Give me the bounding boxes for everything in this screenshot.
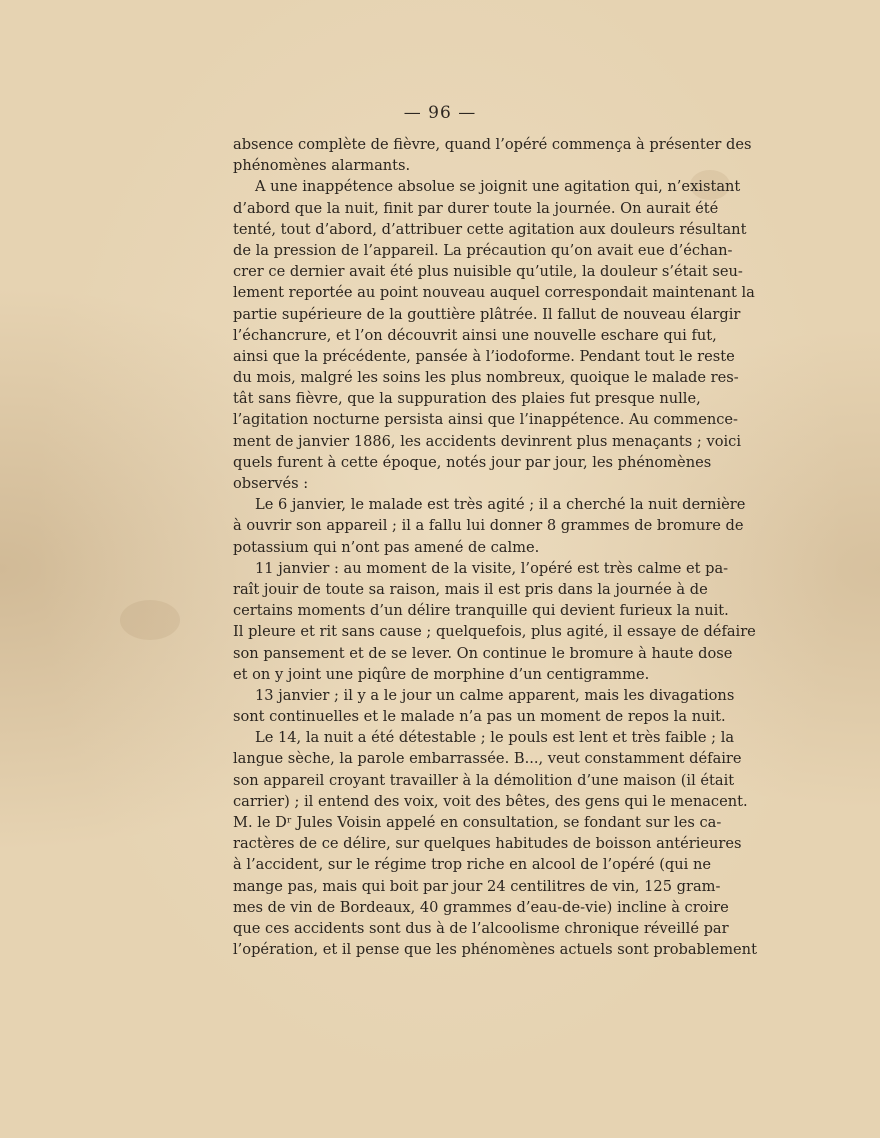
text-line: tenté, tout d’abord, d’attribuer cette agitation aux douleurs résultant xyxy=(233,220,747,238)
text-line: Il pleure et rit sans cause ; quelquefois, plus agité, il essaye de défaire xyxy=(233,623,756,641)
text-line: partie supérieure de la gouttière plâtrée. Il fallut de nouveau élargir xyxy=(233,305,741,323)
text-line: A une inappétence absolue se joignit une agitation qui, n’existant xyxy=(255,178,741,196)
text-line: M. le Dʳ Jules Voisin appelé en consultation, se fondant sur les ca- xyxy=(233,814,722,831)
text-line: langue sèche, la parole embarrassée. B..., veut constamment défaire xyxy=(233,750,742,768)
text-line: Le 6 janvier, le malade est très agité ; il a cherché la nuit dernière xyxy=(255,496,746,514)
text-line: sont continuelles et le malade n’a pas un moment de repos la nuit. xyxy=(233,708,726,726)
text-line: ainsi que la précédente, pansée à l’iodoforme. Pendant tout le reste xyxy=(233,347,735,365)
text-line: son pansement et de se lever. On continue le bromure à haute dose xyxy=(233,644,733,662)
text-line: ractères de ce délire, sur quelques habitudes de boisson antérieures xyxy=(233,835,742,853)
text-line: crer ce dernier avait été plus nuisible qu’utile, la douleur s’était seu- xyxy=(233,263,743,281)
text-line: Le 14, la nuit a été détestable ; le pouls est lent et très faible ; la xyxy=(255,729,735,747)
text-line: lement reportée au point nouveau auquel correspondait maintenant la xyxy=(233,284,755,302)
text-line: phénomènes alarmants. xyxy=(233,157,411,175)
text-line: absence complète de fièvre, quand l’opéré commença à présenter des xyxy=(233,136,752,153)
text-line: que ces accidents sont dus à de l’alcoolisme chronique réveillé par xyxy=(233,919,729,937)
text-line: et on y joint une piqûre de morphine d’un centigramme. xyxy=(233,665,650,683)
text-line: 13 janvier ; il y a le jour un calme apparent, mais les divagations xyxy=(255,686,735,704)
text-line: tât sans fièvre, que la suppuration des plaies fut presque nulle, xyxy=(233,390,701,408)
paper-stain xyxy=(120,600,180,640)
text-line: de la pression de l’appareil. La précaution qu’on avait eue d’échan- xyxy=(233,241,733,259)
text-line: ment de janvier 1886, les accidents devinrent plus menaçants ; voici xyxy=(233,432,741,450)
body-text xyxy=(233,134,757,960)
text-line: certains moments d’un délire tranquille qui devient furieux la nuit. xyxy=(233,602,729,620)
text-line: du mois, malgré les soins les plus nombreux, quoique le malade res- xyxy=(233,369,739,387)
text-line: observés : xyxy=(233,475,309,492)
text-line: raît jouir de toute sa raison, mais il est pris dans la journée à de xyxy=(233,580,708,598)
text-line: mange pas, mais qui boit par jour 24 centilitres de vin, 125 gram- xyxy=(233,877,721,895)
page-number: — 96 — xyxy=(403,103,477,123)
text-line: carrier) ; il entend des voix, voit des bêtes, des gens qui le menacent. xyxy=(233,792,748,810)
text-line: mes de vin de Bordeaux, 40 grammes d’eau-de-vie) incline à croire xyxy=(233,898,729,916)
text-line: 11 janvier : au moment de la visite, l’opéré est très calme et pa- xyxy=(255,559,729,577)
text-line: à ouvrir son appareil ; il a fallu lui donner 8 grammes de bromure de xyxy=(233,517,744,535)
text-line: l’opération, et il pense que les phénomènes actuels sont probablement xyxy=(233,941,757,959)
text-line: l’échancrure, et l’on découvrit ainsi une nouvelle eschare qui fut, xyxy=(233,326,717,344)
text-line: d’abord que la nuit, finit par durer toute la journée. On aurait été xyxy=(233,199,719,217)
text-line: l’agitation nocturne persista ainsi que l’inappétence. Au commence- xyxy=(233,411,738,429)
text-line: potassium qui n’ont pas amené de calme. xyxy=(233,538,540,556)
text-line: à l’accident, sur le régime trop riche en alcool de l’opéré (qui ne xyxy=(233,856,711,874)
text-line: son appareil croyant travailler à la démolition d’une maison (il était xyxy=(233,771,735,789)
text-line: quels furent à cette époque, notés jour par jour, les phénomènes xyxy=(233,453,712,471)
